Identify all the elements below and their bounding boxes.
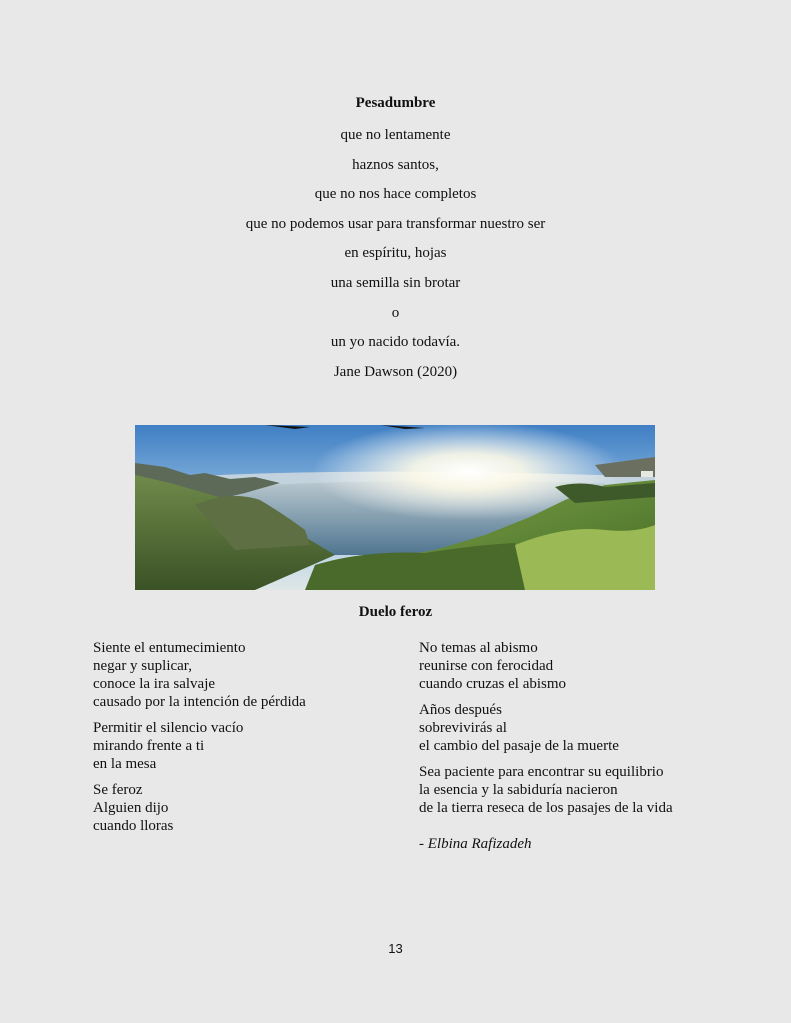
- poem-line: No temas al abismo: [419, 640, 538, 656]
- poem-line: conoce la ira salvaje: [93, 676, 216, 692]
- stanza: [93, 781, 393, 835]
- poem-line: que no lentamente: [340, 127, 451, 143]
- poem-pesadumbre: [0, 92, 791, 387]
- poem-line: haznos santos,: [352, 156, 439, 173]
- poem-line: el cambio del pasaje de la muerte: [419, 738, 619, 754]
- poem-line: cuando cruzas el abismo: [419, 676, 567, 692]
- poem-author: - Elbina Rafizadeh: [419, 836, 532, 852]
- poem-column-right: [419, 639, 719, 853]
- poem-line: cuando lloras: [93, 818, 174, 834]
- poem-title: Pesadumbre: [355, 95, 436, 111]
- poem-line: que no nos hace completos: [314, 186, 477, 203]
- stanza: [419, 763, 719, 817]
- poem-line: que no podemos usar para transformar nuestro ser: [245, 215, 546, 232]
- poem-line: Permitir el silencio vacío: [93, 720, 244, 736]
- poem-line: reunirse con ferocidad: [419, 658, 554, 674]
- poem-line: Años después: [419, 702, 502, 718]
- poem-line: Alguien dijo: [93, 800, 169, 816]
- poem-line: causado por la intención de pérdida: [93, 694, 306, 710]
- poem-column-left: [93, 639, 393, 843]
- poem-line: una semilla sin brotar: [330, 274, 461, 291]
- poem-title-duelo-feroz: Duelo feroz: [358, 604, 433, 620]
- poem-line: mirando frente a ti: [93, 738, 205, 754]
- page-number: 13: [388, 941, 403, 956]
- poem-attribution: Jane Dawson (2020): [333, 363, 458, 380]
- coastal-panorama-photo: [135, 425, 655, 590]
- poem-line: la esencia y la sabiduría nacieron: [419, 782, 618, 798]
- poem-line: negar y suplicar,: [93, 658, 192, 674]
- poem-line: o: [391, 304, 400, 321]
- stanza: [419, 639, 719, 693]
- poem-line: Sea paciente para encontrar su equilibrio: [419, 764, 664, 780]
- poem-line: sobrevivirás al: [419, 720, 507, 736]
- poem-line: Siente el entumecimiento: [93, 640, 246, 656]
- poem-line: Se feroz: [93, 782, 143, 798]
- stanza: [93, 639, 393, 711]
- poem-line: un yo nacido todavía.: [330, 334, 461, 351]
- poem-line: en espíritu, hojas: [344, 245, 447, 262]
- stanza: [93, 719, 393, 773]
- poem-line: de la tierra reseca de los pasajes de la vida: [419, 800, 673, 816]
- stanza: [419, 701, 719, 755]
- poem-line: en la mesa: [93, 756, 157, 772]
